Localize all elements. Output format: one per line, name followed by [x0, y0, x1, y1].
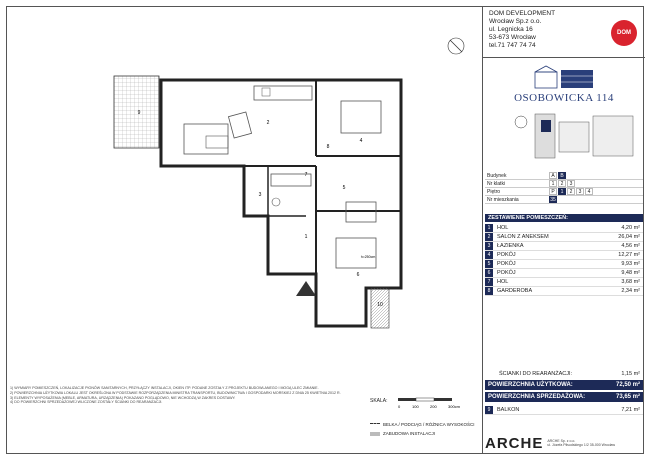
note-line: 3) ELEMENTY WYPOSAŻENIA (MEBLE, ARMATURA, URZĄDZENIA) POKAZANO POGLĄDOWO, NIE WCHODZĄ W ZAKRES DOSTAWY. — [10, 395, 236, 400]
arche-logo: ARCHE — [485, 434, 544, 452]
legend-installation: ZABUDOWA INSTALACJI — [370, 429, 480, 438]
label-room-6: 6 — [356, 272, 360, 278]
room-row: 7 HOL 3,68 m² — [485, 278, 643, 287]
scale-label: SKALA: — [370, 398, 388, 404]
developer-phone: tel.71 747 74 74 — [489, 42, 536, 49]
architect-info — [485, 430, 643, 456]
label-room-4: 4 — [359, 138, 363, 144]
info-panel — [482, 6, 644, 454]
arche-address: ARCHE Sp. z o.o. ul. Józefa Piłsudskiego 1/2 35-000 Wrocław — [547, 438, 615, 447]
scale-bar — [370, 390, 480, 420]
building-minimap — [513, 112, 643, 162]
label-room-1: 1 — [304, 234, 308, 240]
sale-area-row: POWIERZCHNIA SPRZEDAŻOWA: 73,65 m² — [485, 392, 643, 402]
label-room-3: 3 — [258, 192, 262, 198]
balcony-row: 9 BALKON 7,21 m² — [485, 406, 643, 415]
room-row: 8 GARDEROBA 2,34 m² — [485, 287, 643, 296]
entrance-icon — [296, 281, 316, 296]
room-row: 4 POKÓJ 12,27 m² — [485, 251, 643, 260]
floor-plan — [6, 6, 482, 382]
legend — [370, 420, 480, 438]
room-row: 6 POKÓJ 9,48 m² — [485, 269, 643, 278]
legend-beam: BELKA / PODCIĄG / RÓŻNICA WYSOKOŚCI — [370, 420, 480, 429]
label-room-5: 5 — [342, 185, 346, 191]
dom-logo: DOM — [611, 20, 637, 46]
room-row: 2 SALON Z ANEKSEM 26,04 m² — [485, 233, 643, 242]
svg-text:200: 200 — [430, 404, 437, 409]
notes — [10, 386, 348, 405]
note-line: 1) WYMIARY POMIESZCZEŃ, LOKALIZACJE PIONÓW SANITARNYCH, PRZYŁĄCZY INSTALACJI, OKIEN ITP. PODANE ZOSTAŁY Z PROJEKTU BUDOWLANEGO I MOGĄ ULEC ZMIANIE. — [10, 386, 319, 390]
terrace — [114, 76, 159, 148]
scale-graphic — [398, 394, 478, 414]
svg-text:100: 100 — [412, 404, 419, 409]
room-row: 5 POKÓJ 9,93 m² — [485, 260, 643, 269]
developer-street: ul. Legnicka 16 — [489, 26, 533, 33]
rooms-list — [485, 224, 643, 296]
floor-row: Piętro P 1 2 3 4 — [485, 188, 643, 196]
label-room-9: 9 — [137, 110, 141, 116]
svg-text:300cm: 300cm — [448, 404, 461, 409]
developer-company: Wrocław Sp.z o.o. — [489, 18, 542, 25]
developer-city: 53-673 Wrocław — [489, 34, 536, 41]
rooms-header: ZESTAWIENIE POMIESZCZEŃ: — [485, 214, 643, 222]
developer-info — [483, 6, 645, 58]
building-illustration — [533, 64, 595, 90]
room-row: 3 ŁAZIENKA 4,56 m² — [485, 242, 643, 251]
location-table — [485, 172, 643, 204]
floor-plan-svg — [6, 6, 482, 382]
room-row: 1 HOL 4,20 m² — [485, 224, 643, 233]
label-room-7: 7 — [304, 172, 308, 178]
label-room-10: 10 — [377, 302, 383, 308]
note-line: 2) POWIERZCHNIA UŻYTKOWA LOKALU JEST OKREŚLONA W PODSTAWIE ROZPORZĄDZENIA MINISTRA TRANSPORTU, BUDOWNICTWA I GOSPODARKI MORSKIEJ Z DNIA 25 KWIETNIA 2012 R. — [10, 390, 341, 395]
svg-text:0: 0 — [398, 404, 401, 409]
apartment-row: Nr mieszkania 35 — [485, 196, 643, 204]
stair-row: Nr klatki 1 2 3 — [485, 180, 643, 188]
note-line: 4) DO POWIERZCHNI SPRZEDAŻOWEJ WLICZONE ZOSTAŁY ŚCIANKI DO REARANŻACJI. — [10, 400, 163, 405]
developer-name: DOM DEVELOPMENT — [489, 10, 556, 17]
project-title: OSOBOWICKA 114 — [514, 92, 614, 104]
height-note: h=250cm — [360, 255, 376, 259]
walls-row: ŚCIANKI DO REARANŻACJI: 1,15 m² — [499, 371, 640, 377]
usable-area-row: POWIERZCHNIA UŻYTKOWA: 72,50 m² — [485, 380, 643, 390]
building-row: Budynek A B — [485, 172, 643, 180]
label-room-2: 2 — [266, 120, 270, 126]
label-room-8: 8 — [326, 144, 330, 150]
